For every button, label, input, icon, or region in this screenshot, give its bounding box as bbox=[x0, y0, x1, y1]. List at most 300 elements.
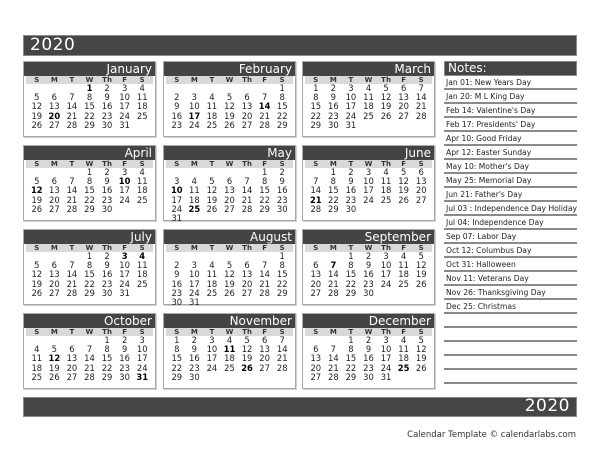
day-cell: 11 bbox=[136, 260, 148, 271]
day-cell: 2 bbox=[365, 251, 372, 261]
day-cell: 2 bbox=[104, 251, 110, 261]
week-row bbox=[303, 205, 434, 214]
day-cell: 10 bbox=[380, 260, 392, 271]
day-name: S bbox=[139, 76, 145, 84]
day-cell: 28 bbox=[310, 203, 322, 214]
day-cell: 24 bbox=[136, 362, 148, 373]
day-cell: 7 bbox=[330, 344, 337, 355]
footer-year: 2020 bbox=[524, 396, 570, 416]
day-name: S bbox=[139, 244, 145, 252]
day-cell bbox=[256, 373, 274, 382]
day-cell: 1 bbox=[104, 335, 110, 345]
day-cell: 28 bbox=[415, 110, 427, 121]
day-cell: 25 bbox=[397, 362, 410, 373]
day-cell: 2 bbox=[174, 260, 180, 271]
day-cell: 20 bbox=[398, 101, 409, 112]
day-cell: 23 bbox=[101, 110, 113, 121]
day-cell: 24 bbox=[189, 119, 200, 130]
month-title: April bbox=[24, 146, 155, 160]
day-cell: 8 bbox=[279, 92, 285, 103]
day-cell: 12 bbox=[31, 269, 43, 280]
day-name: S bbox=[34, 160, 40, 168]
week-row bbox=[303, 196, 434, 205]
note-line: Jan 20: M L King Day bbox=[444, 90, 577, 104]
day-cell: 31 bbox=[345, 119, 357, 130]
note-line: Apr 10: Good Friday bbox=[444, 132, 577, 146]
day-name: Th bbox=[242, 328, 252, 336]
day-cell: 11 bbox=[136, 176, 148, 187]
notes-title: Notes: bbox=[444, 61, 577, 76]
day-cell: 30 bbox=[345, 203, 357, 214]
day-cell: 30 bbox=[363, 371, 374, 382]
day-cell: 11 bbox=[363, 92, 374, 103]
day-cell: 22 bbox=[276, 110, 288, 121]
day-cell: 6 bbox=[313, 344, 319, 355]
day-name: S bbox=[279, 244, 285, 252]
day-cell: 10 bbox=[170, 185, 183, 196]
day-cell: 29 bbox=[328, 203, 339, 214]
day-names-row bbox=[166, 160, 293, 168]
day-cell: 9 bbox=[348, 176, 354, 187]
day-cell: 9 bbox=[174, 101, 180, 112]
day-cell: 6 bbox=[244, 92, 250, 103]
day-cell: 25 bbox=[398, 278, 409, 289]
day-cell: 20 bbox=[66, 362, 78, 373]
day-cell bbox=[221, 373, 239, 382]
day-cell: 10 bbox=[363, 176, 374, 187]
note-line: Nov 26: Thanksgiving Day bbox=[444, 286, 577, 300]
day-cell: 9 bbox=[104, 92, 110, 103]
day-cell: 5 bbox=[383, 83, 389, 93]
month-title: October bbox=[24, 314, 155, 328]
day-cell: 2 bbox=[279, 167, 285, 177]
day-cell: 5 bbox=[244, 335, 250, 345]
day-name: S bbox=[34, 76, 40, 84]
day-cell: 21 bbox=[309, 194, 322, 205]
day-cell: 27 bbox=[49, 119, 60, 130]
day-cell: 3 bbox=[383, 335, 389, 345]
day-cell: 9 bbox=[191, 344, 198, 355]
day-cell: 7 bbox=[69, 176, 75, 187]
day-cell: 2 bbox=[104, 83, 110, 93]
day-cell: 24 bbox=[206, 362, 218, 373]
day-cell: 2 bbox=[365, 335, 372, 345]
day-cell: 14 bbox=[66, 269, 78, 280]
day-cell: 25 bbox=[31, 371, 43, 382]
day-cell: 22 bbox=[345, 278, 357, 289]
day-cell: 13 bbox=[49, 269, 60, 280]
day-cell bbox=[116, 205, 134, 214]
note-line: Oct 31: Halloween bbox=[444, 258, 577, 272]
day-cell: 14 bbox=[84, 353, 95, 364]
day-name: W bbox=[364, 160, 373, 168]
day-name: Th bbox=[102, 160, 112, 168]
day-name: T bbox=[209, 76, 215, 84]
day-cell: 30 bbox=[101, 203, 113, 214]
day-cell: 29 bbox=[345, 371, 357, 382]
day-name: M bbox=[50, 328, 58, 336]
day-cell: 19 bbox=[415, 269, 427, 280]
day-cell: 5 bbox=[51, 344, 58, 355]
day-cell: 15 bbox=[171, 353, 183, 364]
day-cell: 16 bbox=[101, 101, 113, 112]
day-cell: 25 bbox=[188, 203, 201, 214]
day-cell: 25 bbox=[136, 194, 148, 205]
month-october bbox=[23, 313, 156, 389]
day-cell: 9 bbox=[365, 260, 372, 271]
day-cell: 14 bbox=[310, 185, 322, 196]
day-cell: 30 bbox=[363, 287, 374, 298]
day-cell: 26 bbox=[224, 119, 235, 130]
note-line: Feb 17: Presidents' Day bbox=[444, 118, 577, 132]
day-cell: 5 bbox=[34, 92, 40, 103]
day-cell bbox=[377, 205, 395, 214]
day-cell: 19 bbox=[31, 194, 43, 205]
day-cell: 13 bbox=[49, 101, 60, 112]
day-cell: 13 bbox=[224, 185, 235, 196]
day-name: Th bbox=[102, 244, 112, 252]
notes-panel bbox=[444, 61, 577, 384]
day-cell: 27 bbox=[259, 362, 270, 373]
day-cell: 6 bbox=[226, 176, 233, 187]
day-cell: 3 bbox=[191, 92, 198, 103]
day-cell: 17 bbox=[119, 101, 130, 112]
day-cell: 7 bbox=[261, 260, 268, 271]
week-row bbox=[164, 289, 295, 298]
day-cell: 9 bbox=[104, 260, 110, 271]
day-cell bbox=[203, 298, 221, 307]
day-cell: 8 bbox=[86, 260, 93, 271]
day-cell: 9 bbox=[121, 344, 128, 355]
day-cell: 27 bbox=[224, 203, 235, 214]
day-cell: 6 bbox=[51, 176, 58, 187]
day-cell: 22 bbox=[84, 110, 95, 121]
day-cell: 23 bbox=[363, 362, 374, 373]
day-cell: 28 bbox=[328, 371, 339, 382]
day-cell: 21 bbox=[328, 362, 339, 373]
day-cell: 15 bbox=[345, 353, 357, 364]
day-cell: 21 bbox=[84, 362, 95, 373]
day-cell: 12 bbox=[415, 344, 427, 355]
day-cell bbox=[203, 373, 221, 382]
day-cell: 29 bbox=[171, 371, 183, 382]
day-name: S bbox=[313, 76, 319, 84]
month-april bbox=[23, 145, 156, 221]
day-cell: 8 bbox=[348, 260, 354, 271]
day-name: F bbox=[262, 328, 268, 336]
day-cell: 26 bbox=[380, 110, 392, 121]
day-cell: 28 bbox=[66, 203, 78, 214]
day-cell: 1 bbox=[279, 83, 285, 93]
day-cell: 28 bbox=[84, 371, 95, 382]
day-cell: 17 bbox=[189, 278, 200, 289]
day-name: S bbox=[279, 160, 285, 168]
day-cell: 27 bbox=[241, 287, 253, 298]
day-cell: 22 bbox=[84, 278, 95, 289]
month-december bbox=[302, 313, 435, 389]
week-row bbox=[164, 121, 295, 130]
day-cell: 11 bbox=[206, 101, 218, 112]
day-name: F bbox=[262, 76, 268, 84]
day-cell: 8 bbox=[313, 92, 319, 103]
day-cell: 18 bbox=[224, 353, 235, 364]
day-cell: 28 bbox=[259, 119, 270, 130]
day-cell: 28 bbox=[259, 287, 270, 298]
month-title: August bbox=[164, 230, 295, 244]
day-name: S bbox=[139, 328, 145, 336]
day-cell: 29 bbox=[276, 287, 288, 298]
day-cell: 29 bbox=[84, 203, 95, 214]
day-cell: 7 bbox=[69, 92, 75, 103]
day-cell bbox=[203, 214, 221, 223]
day-cell: 28 bbox=[66, 119, 78, 130]
day-cell: 21 bbox=[415, 101, 427, 112]
day-name: F bbox=[122, 160, 128, 168]
day-name: M bbox=[329, 328, 337, 336]
note-line: Jun 21: Father's Day bbox=[444, 188, 577, 202]
day-cell: 27 bbox=[49, 203, 60, 214]
day-name: W bbox=[364, 328, 373, 336]
day-name: T bbox=[69, 244, 75, 252]
day-name: T bbox=[348, 76, 354, 84]
day-cell: 18 bbox=[189, 194, 200, 205]
day-cell: 2 bbox=[191, 335, 198, 345]
day-cell: 13 bbox=[66, 353, 78, 364]
day-cell: 12 bbox=[380, 92, 392, 103]
day-cell: 22 bbox=[310, 110, 322, 121]
day-cell: 1 bbox=[313, 83, 319, 93]
day-cell: 23 bbox=[171, 287, 183, 298]
day-cell: 25 bbox=[380, 194, 392, 205]
day-cell: 22 bbox=[101, 362, 113, 373]
day-cell: 24 bbox=[119, 110, 130, 121]
day-name: W bbox=[364, 244, 373, 252]
day-cell: 6 bbox=[51, 260, 58, 271]
day-cell bbox=[395, 121, 413, 130]
day-cell: 15 bbox=[345, 269, 357, 280]
day-cell: 4 bbox=[226, 335, 233, 345]
day-cell: 10 bbox=[189, 269, 200, 280]
week-row bbox=[24, 289, 155, 298]
day-cell: 24 bbox=[171, 203, 183, 214]
day-cell: 13 bbox=[241, 101, 253, 112]
day-cell: 7 bbox=[279, 335, 285, 345]
month-title: July bbox=[24, 230, 155, 244]
day-cell: 7 bbox=[261, 92, 268, 103]
week-row bbox=[164, 364, 295, 373]
day-cell: 16 bbox=[171, 110, 183, 121]
day-cell: 30 bbox=[101, 287, 113, 298]
day-name: S bbox=[174, 76, 180, 84]
day-name: F bbox=[401, 160, 407, 168]
day-cell: 15 bbox=[84, 269, 95, 280]
day-cell bbox=[221, 214, 239, 223]
day-cell: 23 bbox=[363, 278, 374, 289]
month-january bbox=[23, 61, 156, 137]
day-cell bbox=[377, 289, 395, 298]
day-cell: 16 bbox=[363, 269, 374, 280]
day-cell: 20 bbox=[49, 194, 60, 205]
day-cell: 4 bbox=[209, 260, 215, 271]
day-cell: 1 bbox=[86, 167, 93, 177]
note-line: Dec 25: Christmas bbox=[444, 300, 577, 314]
month-title: May bbox=[164, 146, 295, 160]
day-cell bbox=[133, 205, 151, 214]
note-line: Jan 01: New Years Day bbox=[444, 76, 577, 90]
day-cell: 16 bbox=[101, 185, 113, 196]
day-cell: 6 bbox=[313, 260, 319, 271]
day-cell: 4 bbox=[383, 167, 389, 177]
day-cell: 6 bbox=[244, 260, 250, 271]
day-cell: 16 bbox=[345, 185, 357, 196]
week-row bbox=[303, 112, 434, 121]
day-cell: 7 bbox=[86, 344, 93, 355]
day-name: T bbox=[69, 160, 75, 168]
day-cell: 19 bbox=[49, 362, 60, 373]
day-cell: 19 bbox=[380, 101, 392, 112]
day-cell: 20 bbox=[49, 278, 60, 289]
day-cell: 10 bbox=[119, 260, 130, 271]
day-cell: 5 bbox=[34, 260, 40, 271]
month-title: November bbox=[164, 314, 295, 328]
day-names-row bbox=[166, 76, 293, 84]
day-cell: 10 bbox=[118, 176, 131, 187]
day-cell: 27 bbox=[66, 371, 78, 382]
day-cell: 1 bbox=[279, 251, 285, 261]
day-cell: 3 bbox=[365, 167, 372, 177]
day-cell: 18 bbox=[206, 278, 218, 289]
day-cell: 21 bbox=[66, 194, 78, 205]
day-cell bbox=[360, 205, 378, 214]
day-cell: 3 bbox=[383, 251, 389, 261]
day-cell: 24 bbox=[380, 362, 392, 373]
day-cell: 10 bbox=[136, 344, 148, 355]
day-cell: 25 bbox=[363, 110, 374, 121]
day-name: S bbox=[279, 76, 285, 84]
day-cell: 10 bbox=[119, 92, 130, 103]
day-cell: 23 bbox=[189, 362, 200, 373]
week-row bbox=[164, 205, 295, 214]
day-cell: 6 bbox=[261, 335, 268, 345]
day-cell: 4 bbox=[34, 344, 40, 355]
day-name: W bbox=[85, 76, 94, 84]
day-cell: 15 bbox=[276, 101, 288, 112]
day-cell: 6 bbox=[418, 167, 424, 177]
day-cell: 31 bbox=[380, 371, 392, 382]
day-cell: 2 bbox=[174, 92, 180, 103]
day-cell: 7 bbox=[313, 176, 319, 187]
day-cell: 3 bbox=[191, 260, 198, 271]
day-cell: 7 bbox=[244, 176, 250, 187]
day-cell: 14 bbox=[66, 101, 78, 112]
day-cell bbox=[395, 373, 413, 382]
day-cell: 13 bbox=[241, 269, 253, 280]
day-cell: 2 bbox=[330, 83, 337, 93]
day-cell: 15 bbox=[310, 101, 322, 112]
day-cell: 15 bbox=[84, 101, 95, 112]
day-cell: 29 bbox=[101, 371, 113, 382]
day-cell bbox=[412, 289, 430, 298]
day-cell: 25 bbox=[136, 278, 148, 289]
month-may bbox=[163, 145, 296, 221]
day-name: T bbox=[209, 160, 215, 168]
day-name: W bbox=[225, 244, 234, 252]
day-cell: 18 bbox=[206, 110, 218, 121]
day-name: T bbox=[348, 244, 354, 252]
day-cell: 16 bbox=[119, 353, 130, 364]
day-cell: 23 bbox=[101, 194, 113, 205]
day-cell: 11 bbox=[398, 260, 409, 271]
day-cell: 15 bbox=[259, 185, 270, 196]
day-cell: 5 bbox=[418, 335, 424, 345]
day-cell: 12 bbox=[206, 185, 218, 196]
day-cell: 8 bbox=[330, 176, 337, 187]
day-cell: 4 bbox=[139, 167, 145, 177]
day-cell: 3 bbox=[348, 83, 354, 93]
day-cell: 14 bbox=[66, 185, 78, 196]
day-name: M bbox=[50, 76, 58, 84]
day-cell: 14 bbox=[276, 344, 288, 355]
day-cell: 17 bbox=[119, 185, 130, 196]
day-cell: 5 bbox=[209, 176, 215, 187]
month-june bbox=[302, 145, 435, 221]
day-cell: 27 bbox=[310, 287, 322, 298]
day-name: S bbox=[313, 328, 319, 336]
day-cell: 20 bbox=[259, 353, 270, 364]
day-name: Th bbox=[242, 244, 252, 252]
day-cell: 20 bbox=[310, 278, 322, 289]
day-cell: 16 bbox=[101, 269, 113, 280]
week-row bbox=[164, 214, 295, 223]
day-cell bbox=[256, 214, 274, 223]
day-cell: 23 bbox=[171, 119, 183, 130]
day-cell: 18 bbox=[136, 269, 148, 280]
day-cell: 5 bbox=[226, 92, 233, 103]
month-title: March bbox=[303, 62, 434, 76]
day-cell: 25 bbox=[206, 287, 218, 298]
day-name: S bbox=[174, 244, 180, 252]
day-name: W bbox=[225, 328, 234, 336]
day-cell: 21 bbox=[66, 110, 78, 121]
day-cell: 17 bbox=[188, 110, 201, 121]
day-cell: 31 bbox=[189, 296, 200, 307]
day-name: S bbox=[174, 328, 180, 336]
day-cell: 25 bbox=[206, 119, 218, 130]
day-cell: 3 bbox=[174, 176, 180, 187]
day-cell: 3 bbox=[121, 251, 128, 261]
day-cell: 8 bbox=[261, 176, 268, 187]
day-cell: 18 bbox=[380, 185, 392, 196]
day-cell: 19 bbox=[31, 110, 43, 121]
day-cell: 17 bbox=[363, 185, 374, 196]
day-name: F bbox=[401, 76, 407, 84]
day-name: S bbox=[139, 160, 145, 168]
day-cell: 14 bbox=[258, 101, 271, 112]
day-name: S bbox=[313, 160, 319, 168]
day-cell: 9 bbox=[279, 176, 285, 187]
day-cell: 23 bbox=[101, 278, 113, 289]
day-cell: 26 bbox=[31, 287, 43, 298]
day-name: S bbox=[34, 328, 40, 336]
day-cell: 27 bbox=[310, 371, 322, 382]
day-cell: 16 bbox=[189, 353, 200, 364]
day-name: M bbox=[50, 244, 58, 252]
day-cell: 26 bbox=[415, 278, 427, 289]
day-name: M bbox=[190, 244, 198, 252]
day-cell: 8 bbox=[86, 92, 93, 103]
day-cell: 22 bbox=[259, 194, 270, 205]
day-cell: 3 bbox=[209, 335, 215, 345]
